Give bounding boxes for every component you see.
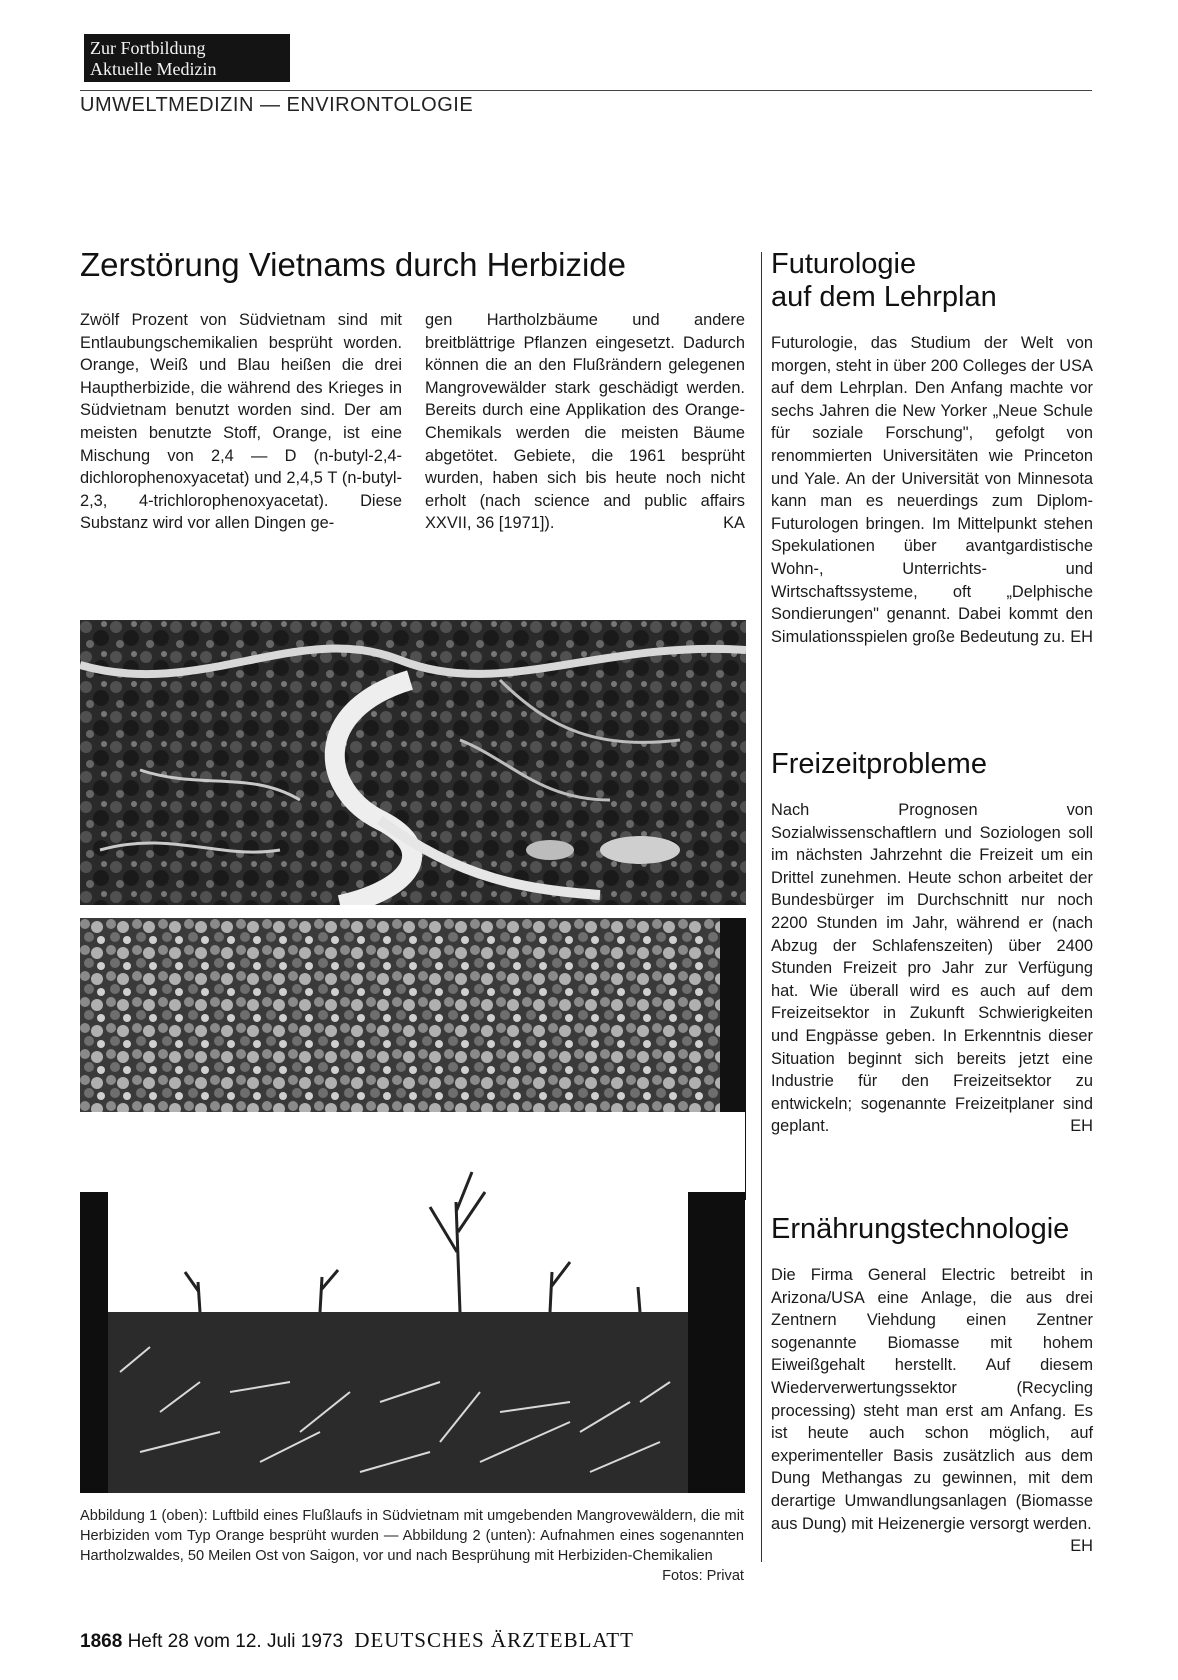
badge-line-1: Zur Fortbildung: [90, 38, 206, 58]
sidebar-author: EH: [1070, 1537, 1093, 1556]
article-title: Zerstörung Vietnams durch Herbizide: [80, 246, 626, 283]
article-col1-text: Zwölf Prozent von Südvietnam sind mit Entlaubungschemikalien besprüht worden. Orange, Weiß und Blau heißen die drei Hauptherbizide, die während des Krieges in Südvietnam benutzt worden sind. Der am meisten benutzte Stoff, Orange, ist eine Mischung von 2,4 — D (n-butyl-2,4-dichlorophenoxyacetat) und 2,4,5 T (n-butyl-2,3, 4-trichlorophenoxyacetat). Diese Substanz wird vor allen Dingen ge-: [80, 311, 402, 533]
sidebar-article-futurologie: [771, 248, 1093, 648]
caption-text: Abbildung 1 (oben): Luftbild eines Flußlaufs in Südvietnam mit umgebenden Mangrovewäldern, die mit Herbiziden vom Typ Orange besprüht wurden — Abbildung 2 (unten): Aufnahmen eines sogenannten Hartholzwaldes, 50 Meilen Ost von Saigon, vor und nach Besprühung mit Herbiziden-Chemikalien: [80, 1508, 744, 1564]
sidebar-body-ernaehrung: [771, 1264, 1093, 1556]
article-col2-text: gen Hartholzbäume und andere breitblättrige Pflanzen eingesetzt. Dadurch können die an den Flußrändern gelegenen Mangrovewälder stark geschädigt werden. Bereits durch eine Applikation des Orange-Chemikals werden die meisten Bäume abgetötet. Gebiete, die 1961 besprüht wurden, haben sich bis heute noch nicht erholt (nach science and public affairs XXVII, 36 [1971]).: [425, 311, 745, 533]
sidebar-body-text: Die Firma General Electric betreibt in Arizona/USA eine Anlage, die aus drei Zentnern Viehdung einen Zentner sogenannte Biomasse mit hohem Eiweißgehalt herstellt. Auf diesem Wiederverwertungssektor (Recycling processing) steht man erst am Anfang. Es ist heute auch schon möglich, auf experimenteller Basis zusätzlich aus dem Dung Methangas zu gewinnen, mit dem derartige Umwandlungsanlagen (Biomasse aus Dung) mit Heizenergie versorgt werden.: [771, 1266, 1093, 1533]
sidebar-title-line-1: Futurologie: [771, 248, 917, 280]
sidebar-title-futurologie: [771, 248, 1093, 314]
sidebar-body-text: Nach Prognosen von Sozialwissenschaftlern und Soziologen soll im nächsten Jahrzehnt die Freizeit um ein Drittel zunehmen. Heute schon arbeitet der Bundesbürger im Durchschnitt nur noch 2200 Stunden im Jahr, während er (nach Abzug der Schlafenszeiten) über 2400 Stunden Freizeit pro Jahr zur Verfügung hat. Wie überall wird es auch auf dem Freizeitsektor in Zukunft Schwierigkeiten und Engpässe geben. In Erkenntnis dieser Situation beginnt sich bereits jetzt eine Industrie für den Freizeitsektor zu entwickeln; sogenannte Freizeitplaner sind geplant.: [771, 801, 1093, 1136]
sidebar-article-freizeit: [771, 748, 1093, 1138]
sidebar-title-line-2: auf dem Lehrplan: [771, 281, 997, 313]
badge-line-2: Aktuelle Medizin: [90, 59, 217, 79]
photo-credit: Fotos: Privat: [662, 1568, 744, 1584]
sidebar-body-freizeit: [771, 799, 1093, 1138]
figure-caption: [80, 1506, 744, 1586]
dead-trees-photo-image: [80, 1112, 745, 1493]
sidebar-article-ernaehrung: [771, 1213, 1093, 1558]
article-author: KA: [723, 514, 745, 533]
article-column-1: [80, 309, 402, 535]
section-badge: [84, 34, 290, 82]
aerial-river-photo-image: [80, 620, 746, 905]
article-column-2: [425, 309, 745, 535]
rubric: UMWELTMEDIZIN — ENVIRONTOLOGIE: [80, 94, 474, 116]
page-footer: [80, 1628, 634, 1653]
sidebar-author: EH: [1070, 627, 1093, 646]
sidebar-title-ernaehrung: Ernährungstechnologie: [771, 1213, 1070, 1245]
dead-trees-photo: [80, 1112, 745, 1493]
rubric-rule: [80, 90, 1092, 91]
sidebar-author: EH: [1070, 1117, 1093, 1136]
sidebar-body-futurologie: [771, 332, 1093, 648]
issue-info: Heft 28 vom 12. Juli 1973: [127, 1631, 344, 1652]
column-divider: [761, 252, 762, 1562]
aerial-river-photo: [80, 620, 746, 905]
sidebar-title-freizeit: Freizeitprobleme: [771, 748, 987, 780]
page-number: 1868: [80, 1631, 123, 1652]
journal-name: DEUTSCHES ÄRZTEBLATT: [354, 1628, 634, 1652]
sidebar-body-text: Futurologie, das Studium der Welt von morgen, steht in über 200 Colleges der USA auf dem Lehrplan. Den Anfang machte vor sechs Jahren die New Yorker „Neue Schule für soziale Forschung", gefolgt von renommierten Universitäten wie Princeton und Yale. An der Universität von Minnesota kann man es neuerdings zum Diplom-Futurologen bringen. Im Mittelpunkt stehen Spekulationen über avantgardistische Wohn-, Unterrichts- und Wirtschaftssysteme, oft „Delphische Sondierungen" genannt. Dabei kommt den Simulationsspielen große Bedeutung zu.: [771, 334, 1093, 646]
